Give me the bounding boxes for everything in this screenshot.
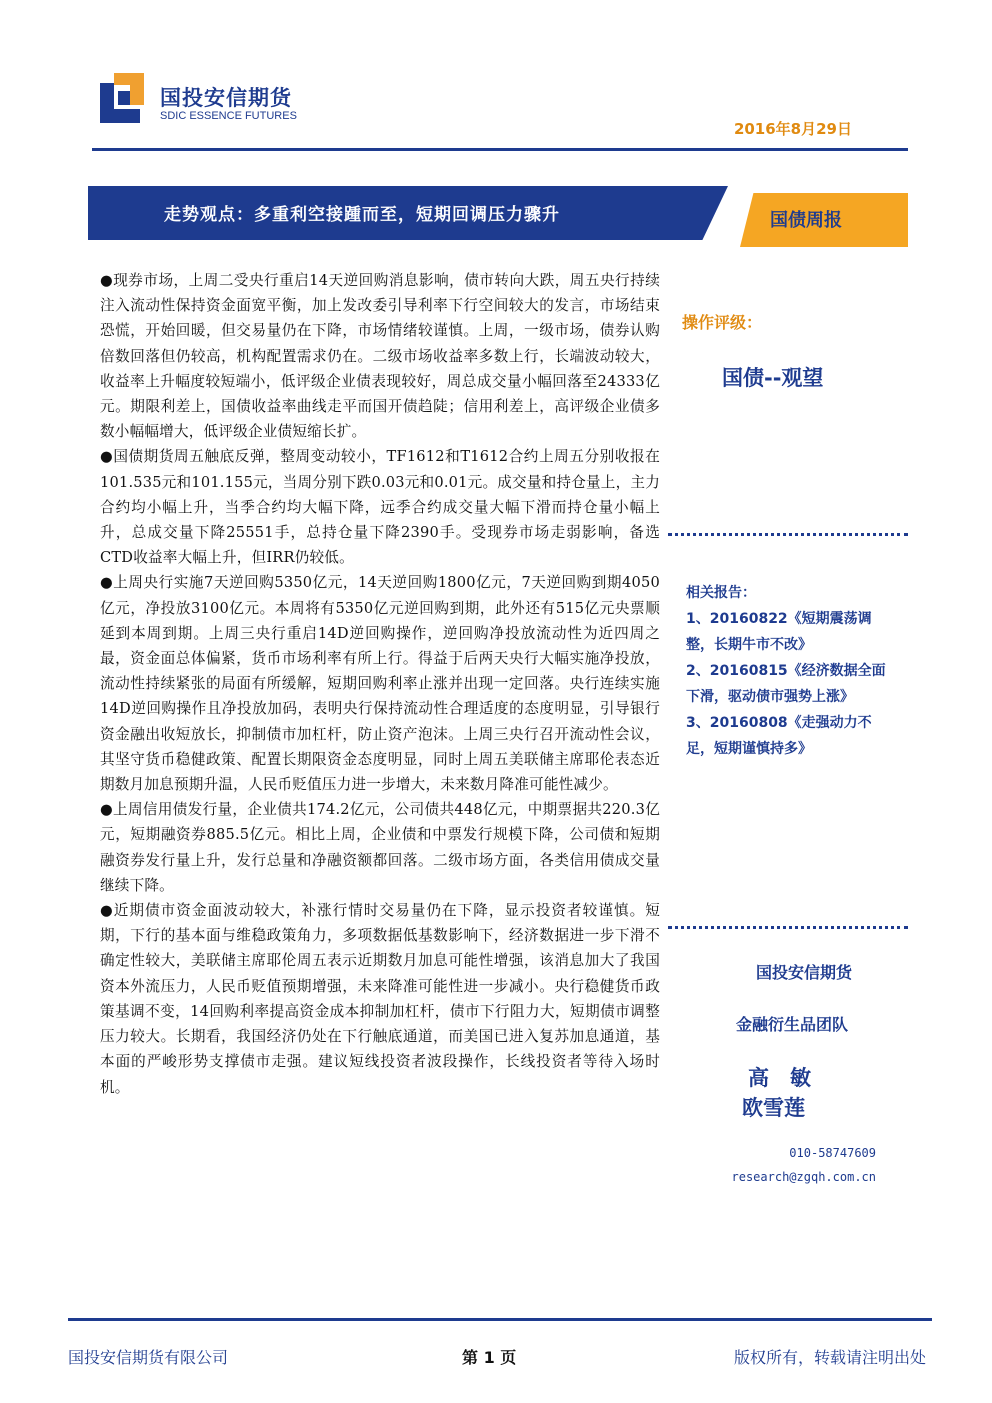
body-paragraph: ●现券市场，上周二受央行重启14天逆回购消息影响，债市转向大跌，周五央行持续注入流动性保持资金面宽平衡，加上发改委引导利率下行空间较大的发言，市场结束恐慌，开始回暖，但交易量仍在下降，市场情绪较谨慎。上周，一级市场，债券认购倍数回落但仍较高，机构配置需求仍在。二级市场收益率多数上行，长端波动较大，收益率上升幅度较短端小，低评级企业债表现较好，周总成交量小幅回落至24333亿元。期限利差上，国债收益率曲线走平而国开债趋陡；信用利差上，高评级企业债多数小幅幅增大，低评级企业债短缩长扩。 — [100, 272, 660, 441]
sidebar-team: 金融衍生品团队 — [736, 1015, 849, 1034]
body-paragraph: ●近期债市资金面波动较大，补涨行情时交易量仍在下降，显示投资者较谨慎。短期，下行的基本面与维稳政策角力，多项数据低基数影响下，经济数据进一步下滑不确定性较大，美联储主席耶伦周五表示近期数月加息可能性增强，该消息加大了我国资本外流压力，人民币贬值预期增强，未来降准可能性进一步减小。央行稳健货币政策基调不变，14回购利率提高资金成本抑制加杠杆，债市下行阻力大，短期债市调整压力较大。长期看，我国经济仍处在下行触底通道，而美国已进入复苏加息通道，基本面的严峻形势支撑债市走强。建议短线投资者波段操作，长线投资者等待入场时机。 — [100, 902, 660, 1096]
related-reports-list — [686, 606, 891, 762]
body-paragraph: ●国债期货周五触底反弹，整周变动较小，TF1612和T1612合约上周五分别收报在101.535元和101.155元，当周分别下跌0.03元和0.01元。成交量和持仓量上，主力合约均小幅上升，当季合约均大幅下降，远季合约成交量大幅下滑而持仓量小幅上升，总成交量下降25551手，总持仓量下降2390手。受现券市场走弱影响，备选CTD收益率大幅上升，但IRR仍较低。 — [100, 448, 660, 567]
related-reports-heading: 相关报告： — [686, 585, 756, 601]
logo-chinese-name: 国投安信期货 — [160, 86, 292, 110]
report-title: 走势观点：多重利空接踵而至，短期回调压力骤升 — [164, 205, 560, 225]
related-report-link[interactable]: 1、20160822《短期震荡调整，长期牛市不改》 — [686, 611, 872, 653]
footer-divider — [68, 1318, 932, 1321]
footer-copyright: 版权所有，转载请注明出处 — [733, 1348, 926, 1367]
body-paragraph: ●上周信用债发行量，企业债共174.2亿元，公司债共448亿元，中期票据共220.3亿元，短期融资券885.5亿元。相比上周，企业债和中票发行规模下降，公司债和短期融资券发行量上升，发行总量和净融资额都回落。二级市场方面，各类信用债成交量继续下降。 — [100, 801, 660, 894]
header-divider — [92, 148, 908, 151]
report-type-label: 国债周报 — [770, 210, 842, 231]
report-body — [100, 268, 660, 1100]
author-name: 欧雪莲 — [742, 1096, 805, 1120]
contact-phone: 010-58747609 — [789, 1146, 876, 1160]
sidebar-company: 国投安信期货 — [756, 963, 853, 982]
author-name: 高 敏 — [748, 1066, 811, 1090]
company-logo-icon — [100, 73, 144, 127]
body-paragraph: ●上周央行实施7天逆回购5350亿元，14天逆回购1800亿元，7天逆回购到期4050亿元，净投放3100亿元。本周将有5350亿元逆回购到期，此外还有515亿元央票顺延到本周到期。上周三央行重启14D逆回购操作，逆回购净投放流动性为近四周之最，资金面总体偏紧，货币市场利率有所上行。得益于后两天央行大幅实施净投放，流动性持续紧张的局面有所缓解，短期回购利率止涨并出现一定回落。央行连续实施14D逆回购操作且净投放加码，表明央行保持流动性合理适度的态度明显，引导银行资金融出收短放长，抑制债市加杠杆，防止资产泡沫。上周三央行召开流动性会议，其坚守货币稳健政策、配置长期限资金态度明显，同时上周五美联储主席耶伦表态近期数月加息预期升温，人民币贬值压力进一步增大，未来数月降准可能性减少。 — [100, 574, 660, 794]
rating-label: 操作评级： — [682, 313, 763, 332]
rating-value: 国债--观望 — [722, 366, 824, 390]
related-report-link[interactable]: 3、20160808《走强动力不足，短期谨慎持多》 — [686, 715, 872, 757]
related-report-link[interactable]: 2、20160815《经济数据全面下滑，驱动债市强势上涨》 — [686, 663, 886, 705]
report-date: 2016年8月29日 — [733, 120, 852, 138]
logo-english-name: SDIC ESSENCE FUTURES — [160, 110, 297, 122]
page-number: 第 1 页 — [462, 1348, 517, 1367]
contact-email[interactable]: research@zgqh.com.cn — [731, 1170, 876, 1184]
dotted-divider — [668, 926, 908, 929]
footer-company: 国投安信期货有限公司 — [68, 1348, 229, 1367]
dotted-divider — [668, 533, 908, 536]
